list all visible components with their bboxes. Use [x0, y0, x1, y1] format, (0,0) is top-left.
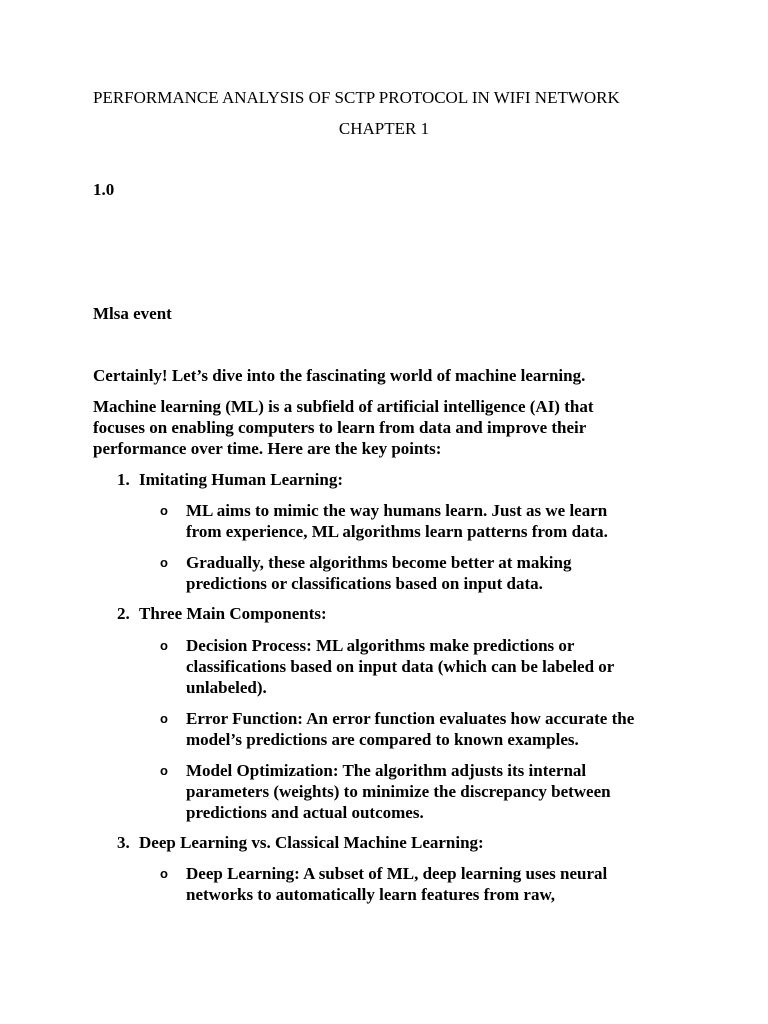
definition-line: Machine learning (ML) is a subfield of artificial intelligence (AI) that	[93, 397, 594, 416]
bullet-line: Error Function: An error function evaluates how accurate the	[186, 709, 635, 728]
bullet-text	[186, 552, 571, 594]
intro-line: Certainly! Let’s dive into the fascinating world of machine learning.	[93, 366, 586, 385]
list-number: 2.	[117, 604, 130, 623]
chapter-heading: CHAPTER 1	[338, 119, 430, 138]
bullet-line: parameters (weights) to minimize the discrepancy between	[186, 782, 611, 801]
bullet-text	[186, 500, 608, 542]
list-item-heading	[117, 832, 484, 853]
document-title: PERFORMANCE ANALYSIS OF SCTP PROTOCOL IN WIFI NETWORK	[93, 88, 620, 107]
bullet-marker-icon: o	[160, 866, 168, 881]
bullet-text	[186, 708, 634, 750]
definition-line: performance over time. Here are the key points:	[93, 439, 442, 458]
bullet-line: classifications based on input data (which can be labeled or	[186, 657, 615, 676]
bullet-marker-icon: o	[160, 711, 168, 726]
section-number: 1.0	[93, 180, 115, 199]
list-number: 3.	[117, 833, 130, 852]
list-heading-text: Three Main Components:	[139, 604, 327, 623]
bullet-line: predictions and actual outcomes.	[186, 803, 424, 822]
definition-line: focuses on enabling computers to learn from data and improve their	[93, 418, 587, 437]
bullet-text	[186, 635, 614, 698]
list-item-heading	[117, 469, 343, 490]
definition-paragraph	[93, 396, 653, 459]
list-item-heading	[117, 603, 327, 624]
bullet-line: networks to automatically learn features from raw,	[186, 885, 556, 904]
bullet-text	[186, 863, 607, 905]
list-heading-text: Deep Learning vs. Classical Machine Learning:	[139, 833, 484, 852]
bullet-marker-icon: o	[160, 555, 168, 570]
bullet-marker-icon: o	[160, 638, 168, 653]
bullet-line: Deep Learning: A subset of ML, deep learning uses neural	[186, 864, 608, 883]
bullet-line: Gradually, these algorithms become better at making	[186, 553, 572, 572]
bullet-line: predictions or classifications based on input data.	[186, 574, 543, 593]
intro-paragraph	[93, 365, 653, 386]
event-heading: Mlsa event	[93, 304, 172, 323]
bullet-marker-icon: o	[160, 763, 168, 778]
bullet-line: from experience, ML algorithms learn patterns from data.	[186, 522, 608, 541]
list-number: 1.	[117, 470, 130, 489]
bullet-line: Model Optimization: The algorithm adjusts its internal	[186, 761, 587, 780]
bullet-marker-icon: o	[160, 503, 168, 518]
bullet-line: model’s predictions are compared to known examples.	[186, 730, 579, 749]
list-heading-text: Imitating Human Learning:	[139, 470, 344, 489]
bullet-line: unlabeled).	[186, 678, 267, 697]
bullet-line: ML aims to mimic the way humans learn. Just as we learn	[186, 501, 608, 520]
bullet-text	[186, 760, 611, 823]
bullet-line: Decision Process: ML algorithms make predictions or	[186, 636, 575, 655]
